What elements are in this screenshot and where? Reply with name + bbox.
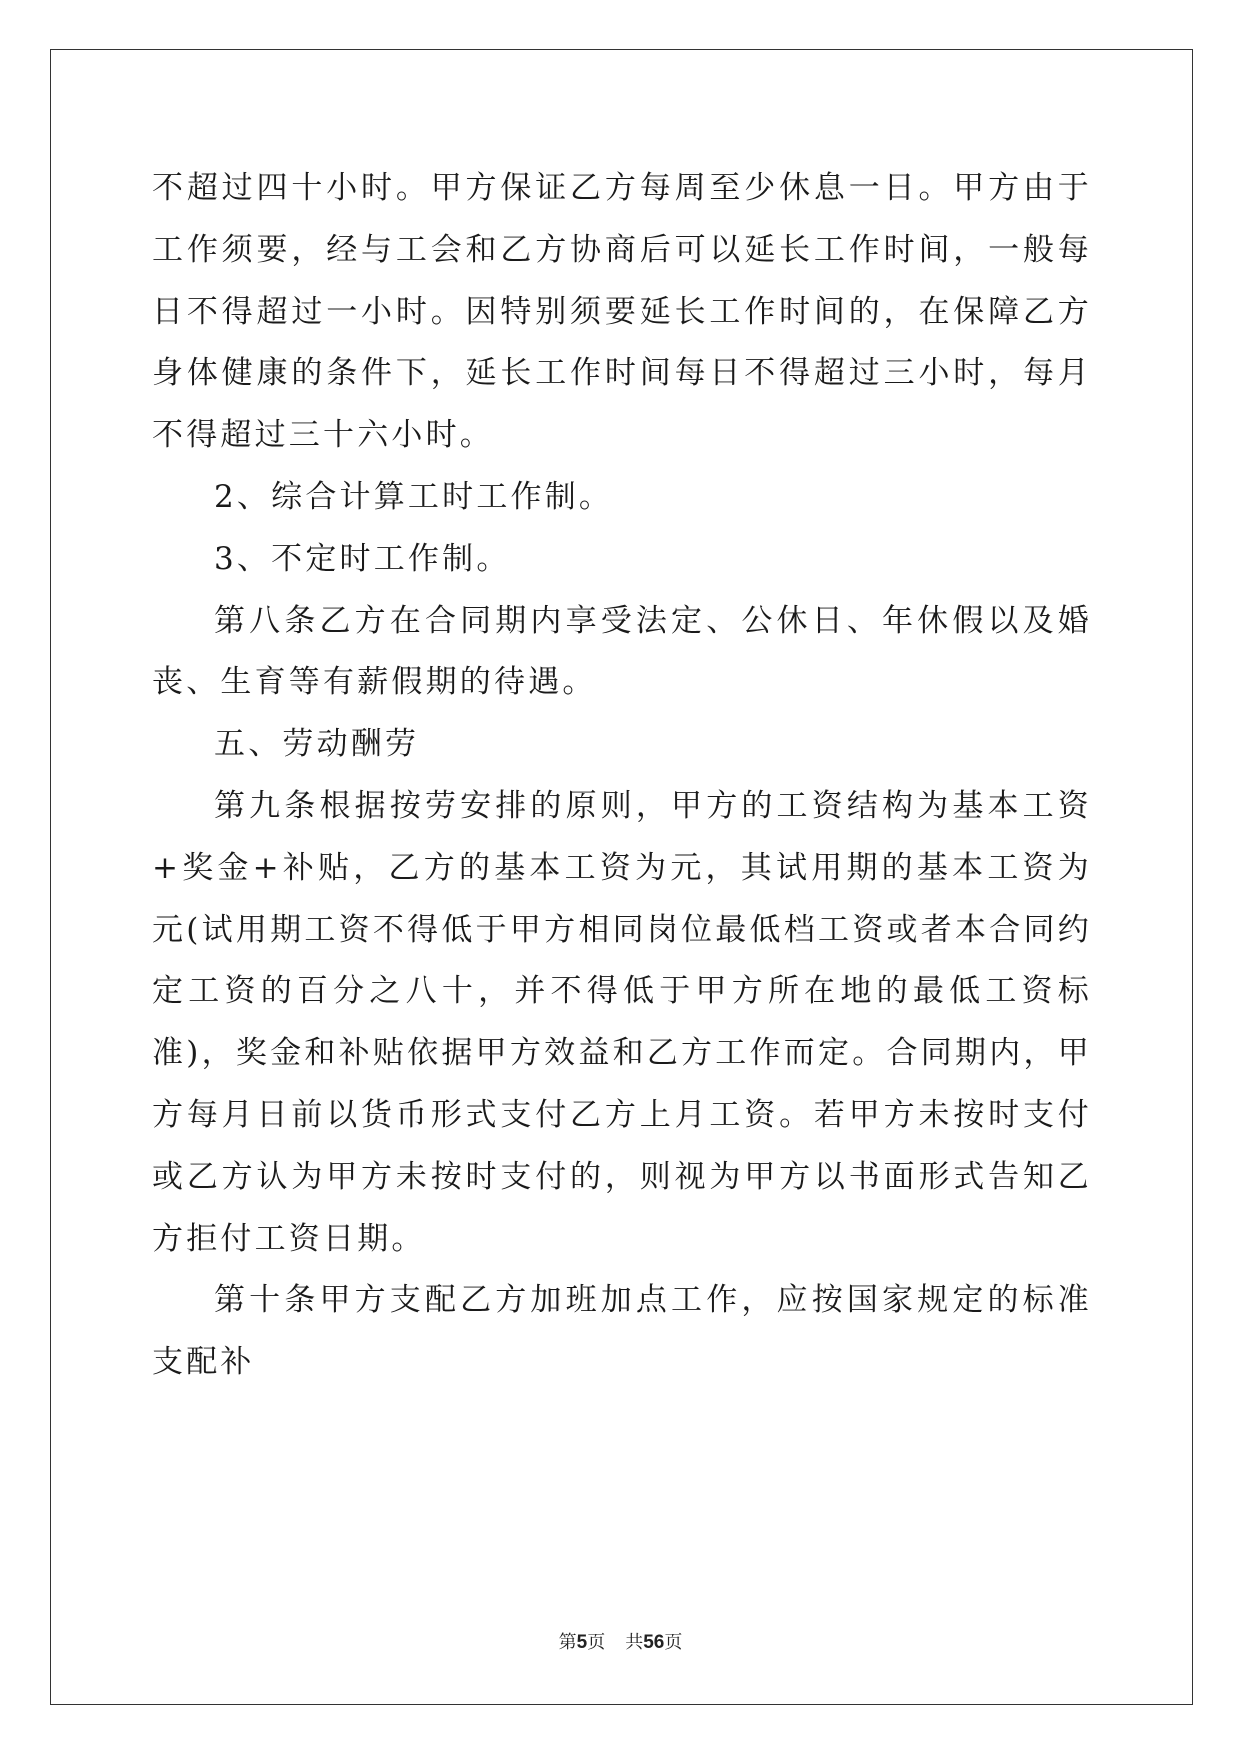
total-prefix: 共 bbox=[625, 1632, 644, 1653]
paragraph-1: 不超过四十小时。甲方保证乙方每周至少休息一日。甲方由于工作须要，经与工会和乙方协商后可以延长工作时间，一般每日不得超过一小时。因特别须要延长工作时间的，在保障乙方身体健康的条件下，延长工作时间每日不得超过三小时，每月不得超过三十六小时。 bbox=[152, 170, 1092, 454]
page-total: 56 bbox=[643, 1632, 665, 1653]
total-suffix: 页 bbox=[664, 1632, 683, 1653]
section-heading: 五、劳动酬劳 bbox=[214, 726, 420, 763]
paragraph-3: 3、不定时工作制。 bbox=[214, 540, 511, 577]
page-footer bbox=[0, 1628, 1241, 1654]
paragraph-2: 2、综合计算工时工作制。 bbox=[214, 478, 614, 515]
page-prefix: 第 bbox=[558, 1632, 577, 1653]
document-body bbox=[152, 158, 1092, 1394]
page-current: 5 bbox=[576, 1632, 588, 1653]
paragraph-7: 第十条甲方支配乙方加班加点工作，应按国家规定的标准支配补 bbox=[152, 1282, 1092, 1381]
page-suffix: 页 bbox=[587, 1632, 606, 1653]
paragraph-6: 第九条根据按劳安排的原则，甲方的工资结构为基本工资+奖金+补贴，乙方的基本工资为元，其试用期的基本工资为元(试用期工资不得低于甲方相同岗位最低档工资或者本合同约定工资的百分之八十，并不得低于甲方所在地的最低工资标准)，奖金和补贴依据甲方效益和乙方工作而定。合同期内，甲方每月日前以货币形式支付乙方上月工资。若甲方未按时支付或乙方认为甲方未按时支付的，则视为甲方以书面形式告知乙方拒付工资日期。 bbox=[152, 787, 1092, 1257]
paragraph-4: 第八条乙方在合同期内享受法定、公休日、年休假以及婚丧、生育等有薪假期的待遇。 bbox=[152, 602, 1092, 701]
